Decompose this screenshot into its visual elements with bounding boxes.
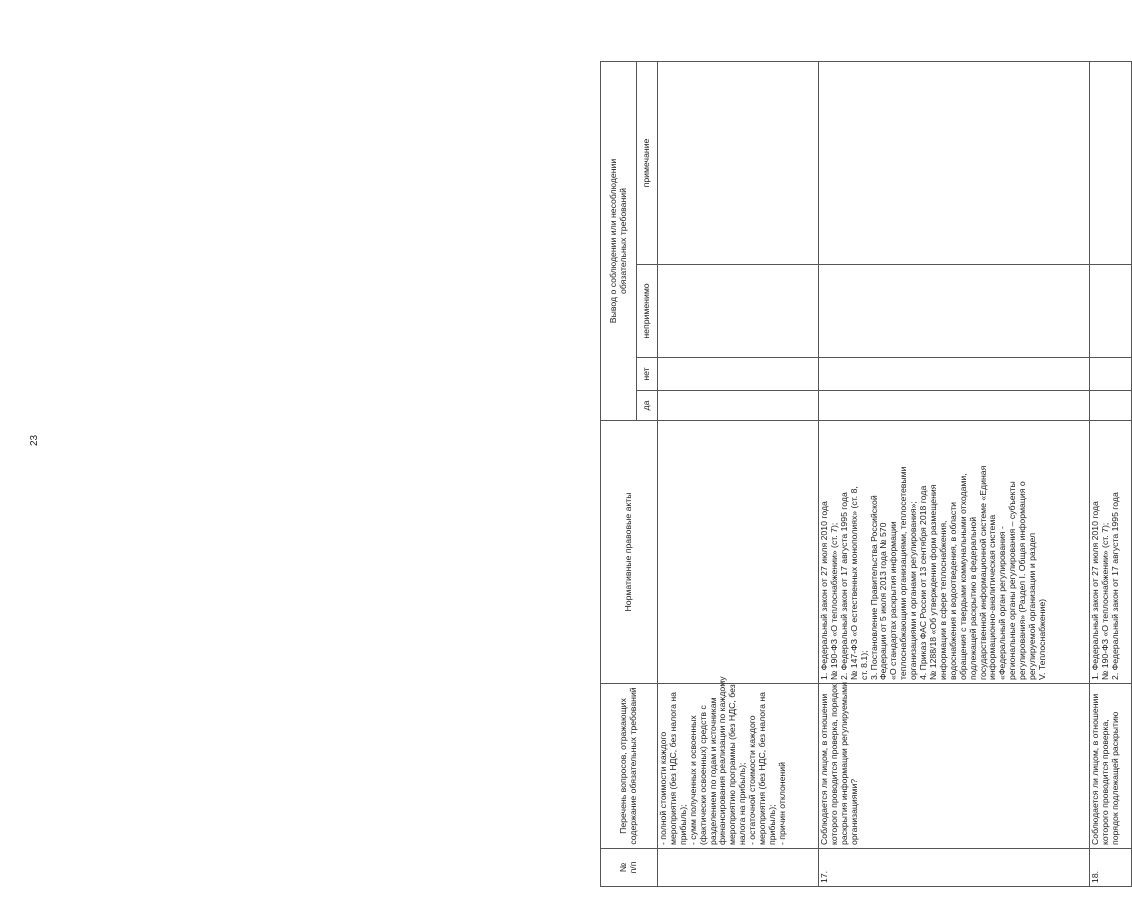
cell-note — [1090, 61, 1132, 264]
header-yes: да — [637, 391, 658, 421]
header-acts: Нормативные правовые акты — [601, 421, 658, 684]
table-row — [1090, 61, 1132, 886]
row-number — [658, 849, 819, 887]
header-num: № п/п — [601, 849, 658, 887]
table-row — [658, 61, 819, 886]
header-conclusion: Вывод о соблюдении или несоблюдении обязательных требований — [601, 61, 637, 420]
cell-na — [819, 265, 1090, 358]
row-acts — [658, 421, 819, 684]
cell-yes — [1090, 391, 1132, 421]
cell-note — [658, 61, 819, 264]
cell-yes — [658, 391, 819, 421]
header-note: примечание — [637, 61, 658, 264]
row-number: 17. — [819, 849, 1090, 887]
row-question: Соблюдается ли лицом, в отношении которого проводится проверка, порядок раскрытия информации регулируемыми организациями? — [819, 684, 1090, 849]
header-na: неприменимо — [637, 265, 658, 358]
cell-yes — [819, 391, 1090, 421]
header-no: нет — [637, 358, 658, 391]
cell-no — [658, 358, 819, 391]
rotated-page — [600, 62, 1132, 887]
table-row — [819, 61, 1090, 886]
cell-na — [658, 265, 819, 358]
cell-note — [819, 61, 1090, 264]
row-number: 18. — [1090, 849, 1132, 887]
row-acts: 1. Федеральный закон от 27 июля 2010 года № 190-ФЗ «О теплоснабжении» (ст. 7); 2. Федеральный закон от 17 августа 1995 года № 147-ФЗ «О естественных монополиях» (ст. 8, ст. 8.1); 3. Постановление Правительства Российской Федерации от 5 июля 2013 года № 570 «О стандартах раскрытия информации теплоснабжающими организациями, теплосетевыми организациями и органами регулирования»; 4. Приказ ФАС России от 13 сентября 2018 года № 1288/18 «Об утверждении форм размещения информации в сфере теплоснабжения, водоснабжения и водоотведения, в области обращения с твердыми коммунальными отходами, подлежащей раскрытию в федеральной государственной информационной системе «Единая информационно-аналитическая система «Федеральный орган регулирования - региональные органы регулирования – субъекты регулирования» (Раздел I. Общая информация о регулируемой организации и раздел V. Теплоснабжение) — [819, 421, 1090, 684]
row-question: Соблюдается ли лицом, в отношении которого проводится проверка, порядок подлежащей раскрытию — [1090, 684, 1132, 849]
page-number: 23 — [29, 434, 40, 446]
requirements-table — [600, 61, 1132, 887]
cell-no — [1090, 358, 1132, 391]
cell-no — [819, 358, 1090, 391]
row-acts: 1. Федеральный закон от 27 июля 2010 года № 190-ФЗ «О теплоснабжении» (ст. 7); 2. Федеральный закон от 17 августа 1995 года — [1090, 421, 1132, 684]
header-questions: Перечень вопросов, отражающих содержание обязательных требований — [601, 684, 658, 849]
row-question: - полной стоимости каждого мероприятия (без НДС, без налога на прибыль); - сумм полученных и освоенных (фактически освоенных) средств с разделением по годам и источникам финансирования реализации по каждому мероприятию программы (без НДС, без налога на прибыль); - остаточной стоимости каждого мероприятия (без НДС, без налога на прибыль); - причин отклонений — [658, 684, 819, 849]
cell-na — [1090, 265, 1132, 358]
